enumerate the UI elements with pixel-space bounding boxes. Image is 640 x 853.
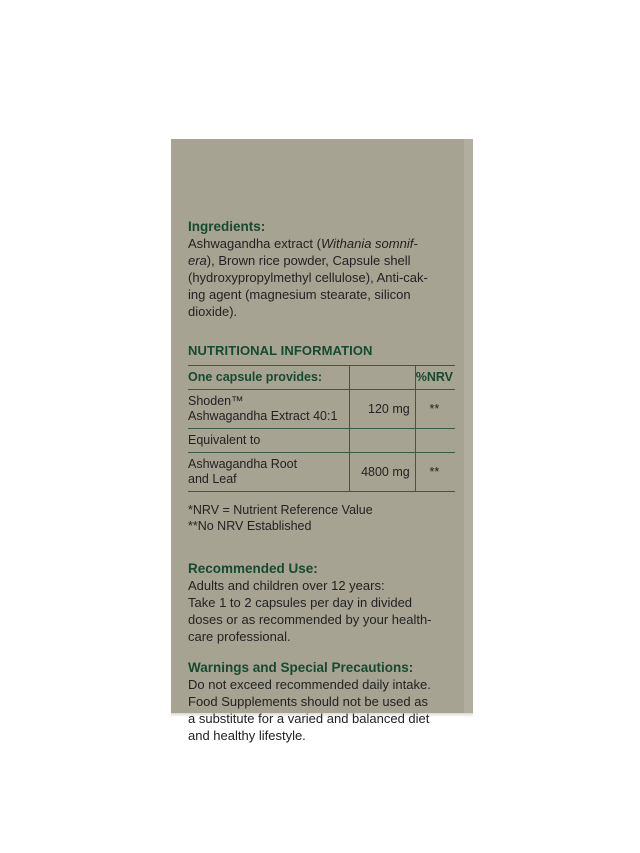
warnings-section [188,659,456,744]
row-name [188,453,350,492]
product-box-side [464,139,473,713]
recommended-line: Adults and children over 12 years: [188,578,385,593]
warnings-line: Food Supplements should not be used as [188,694,428,709]
ingredients-heading: Ingredients: [188,219,266,234]
ingredients-latin-name: Withania somnif- [320,236,418,251]
warnings-text [188,676,456,744]
ingredients-line [188,235,456,252]
recommended-section [188,560,456,645]
ingredients-line: dioxide). [188,304,238,319]
row-nrv [415,429,455,453]
label-content [188,218,456,744]
table-row [188,429,455,453]
warnings-line: a substitute for a varied and balanced diet [188,711,430,726]
note-line: *NRV = Nutrient Reference Value [188,503,373,517]
note-line: **No NRV Established [188,519,312,533]
row-name-line: Ashwagandha Root [188,457,298,471]
row-name [188,390,350,429]
recommended-line: doses or as recommended by your health- [188,612,432,627]
ingredients-text-fragment: Ashwagandha extract ( [188,236,321,251]
row-nrv: ** [415,453,455,492]
ingredients-line [188,252,456,269]
table-row [188,453,455,492]
row-amount [350,429,416,453]
ingredients-line: (hydroxypropylmethyl cellulose), Anti-cak- [188,270,428,285]
recommended-line: care professional. [188,629,291,644]
ingredients-text [188,235,456,320]
warnings-line: and healthy lifestyle. [188,728,306,743]
header-amount [350,366,416,390]
table-header-row [188,366,455,390]
row-name-line: Ashwagandha Extract 40:1 [188,409,338,423]
row-nrv: ** [415,390,455,429]
row-amount: 4800 mg [350,453,416,492]
nutrition-notes [188,502,456,534]
row-name [188,429,350,453]
warnings-line: Do not exceed recommended daily intake. [188,677,431,692]
nutrition-title: NUTRITIONAL INFORMATION [188,343,373,358]
row-name-line: and Leaf [188,472,237,486]
ingredients-text-fragment: ), Brown rice powder, Capsule shell [206,253,411,268]
header-provides: One capsule provides: [188,366,350,390]
warnings-heading: Warnings and Special Precautions: [188,660,414,675]
row-name-line: Shoden™ [188,394,244,408]
row-name-line: Equivalent to [188,433,261,447]
recommended-line: Take 1 to 2 capsules per day in divided [188,595,413,610]
recommended-heading: Recommended Use: [188,561,318,576]
row-amount: 120 mg [350,390,416,429]
header-nrv: %NRV [415,366,455,390]
recommended-text [188,577,456,645]
ingredients-section [188,218,456,320]
nutrition-table [188,365,455,492]
table-row [188,390,455,429]
ingredients-line: ing agent (magnesium stearate, silicon [188,287,411,302]
ingredients-latin-name: era [188,253,207,268]
